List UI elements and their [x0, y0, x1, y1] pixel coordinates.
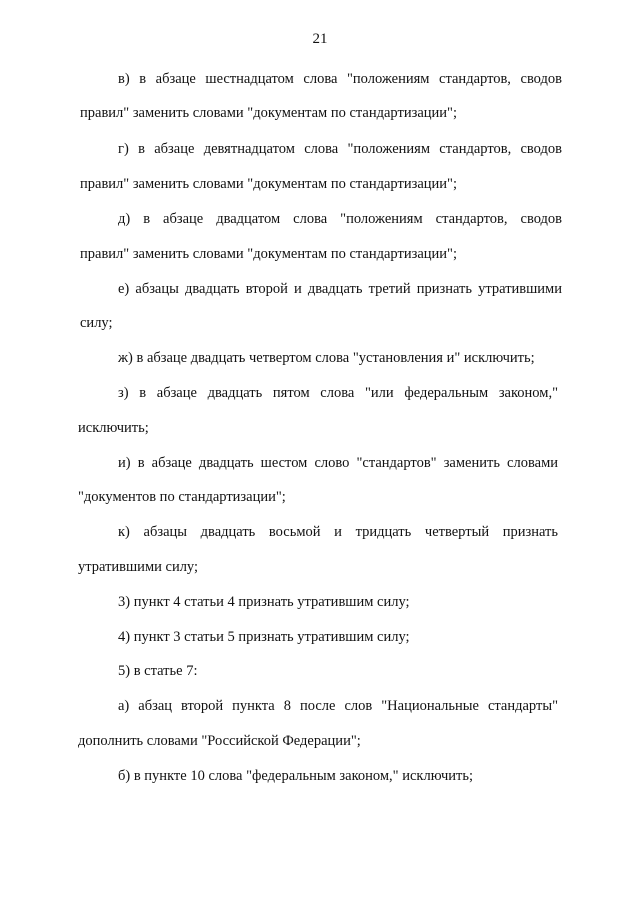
- text-line: 3) пункт 4 статьи 4 признать утратившим силу;: [118, 594, 410, 610]
- text-line: 5) в статье 7:: [118, 663, 198, 679]
- text-line: б) в пункте 10 слова "федеральным законом," исключить;: [118, 768, 474, 784]
- text-line: з) в абзаце двадцать пятом слова "или федеральным законом,": [118, 385, 558, 401]
- text-line: утратившими силу;: [78, 559, 199, 575]
- text-line: правил" заменить словами "документам по стандартизации";: [80, 105, 457, 121]
- text-line: правил" заменить словами "документам по стандартизации";: [80, 176, 457, 192]
- text-line: дополнить словами "Российской Федерации";: [78, 733, 361, 749]
- text-line: правил" заменить словами "документам по стандартизации";: [80, 246, 457, 262]
- page-number: 21: [312, 31, 328, 47]
- text-line: ж) в абзаце двадцать четвертом слова "установления и" исключить;: [118, 350, 535, 366]
- text-line: г) в абзаце девятнадцатом слова "положениям стандартов, сводов: [118, 141, 562, 157]
- text-line: и) в абзаце двадцать шестом слово "стандартов" заменить словами: [118, 455, 558, 471]
- text-line: е) абзацы двадцать второй и двадцать третий признать утратившими: [118, 281, 562, 297]
- text-line: в) в абзаце шестнадцатом слова "положениям стандартов, сводов: [118, 71, 562, 87]
- text-line: а) абзац второй пункта 8 после слов "Национальные стандарты": [118, 698, 558, 714]
- text-line: "документов по стандартизации";: [78, 489, 286, 505]
- text-line: 4) пункт 3 статьи 5 признать утратившим силу;: [118, 629, 410, 645]
- text-line: силу;: [80, 315, 113, 331]
- text-line: к) абзацы двадцать восьмой и тридцать четвертый признать: [118, 524, 558, 540]
- text-line: исключить;: [78, 420, 149, 436]
- text-line: д) в абзаце двадцатом слова "положениям стандартов, сводов: [118, 211, 562, 227]
